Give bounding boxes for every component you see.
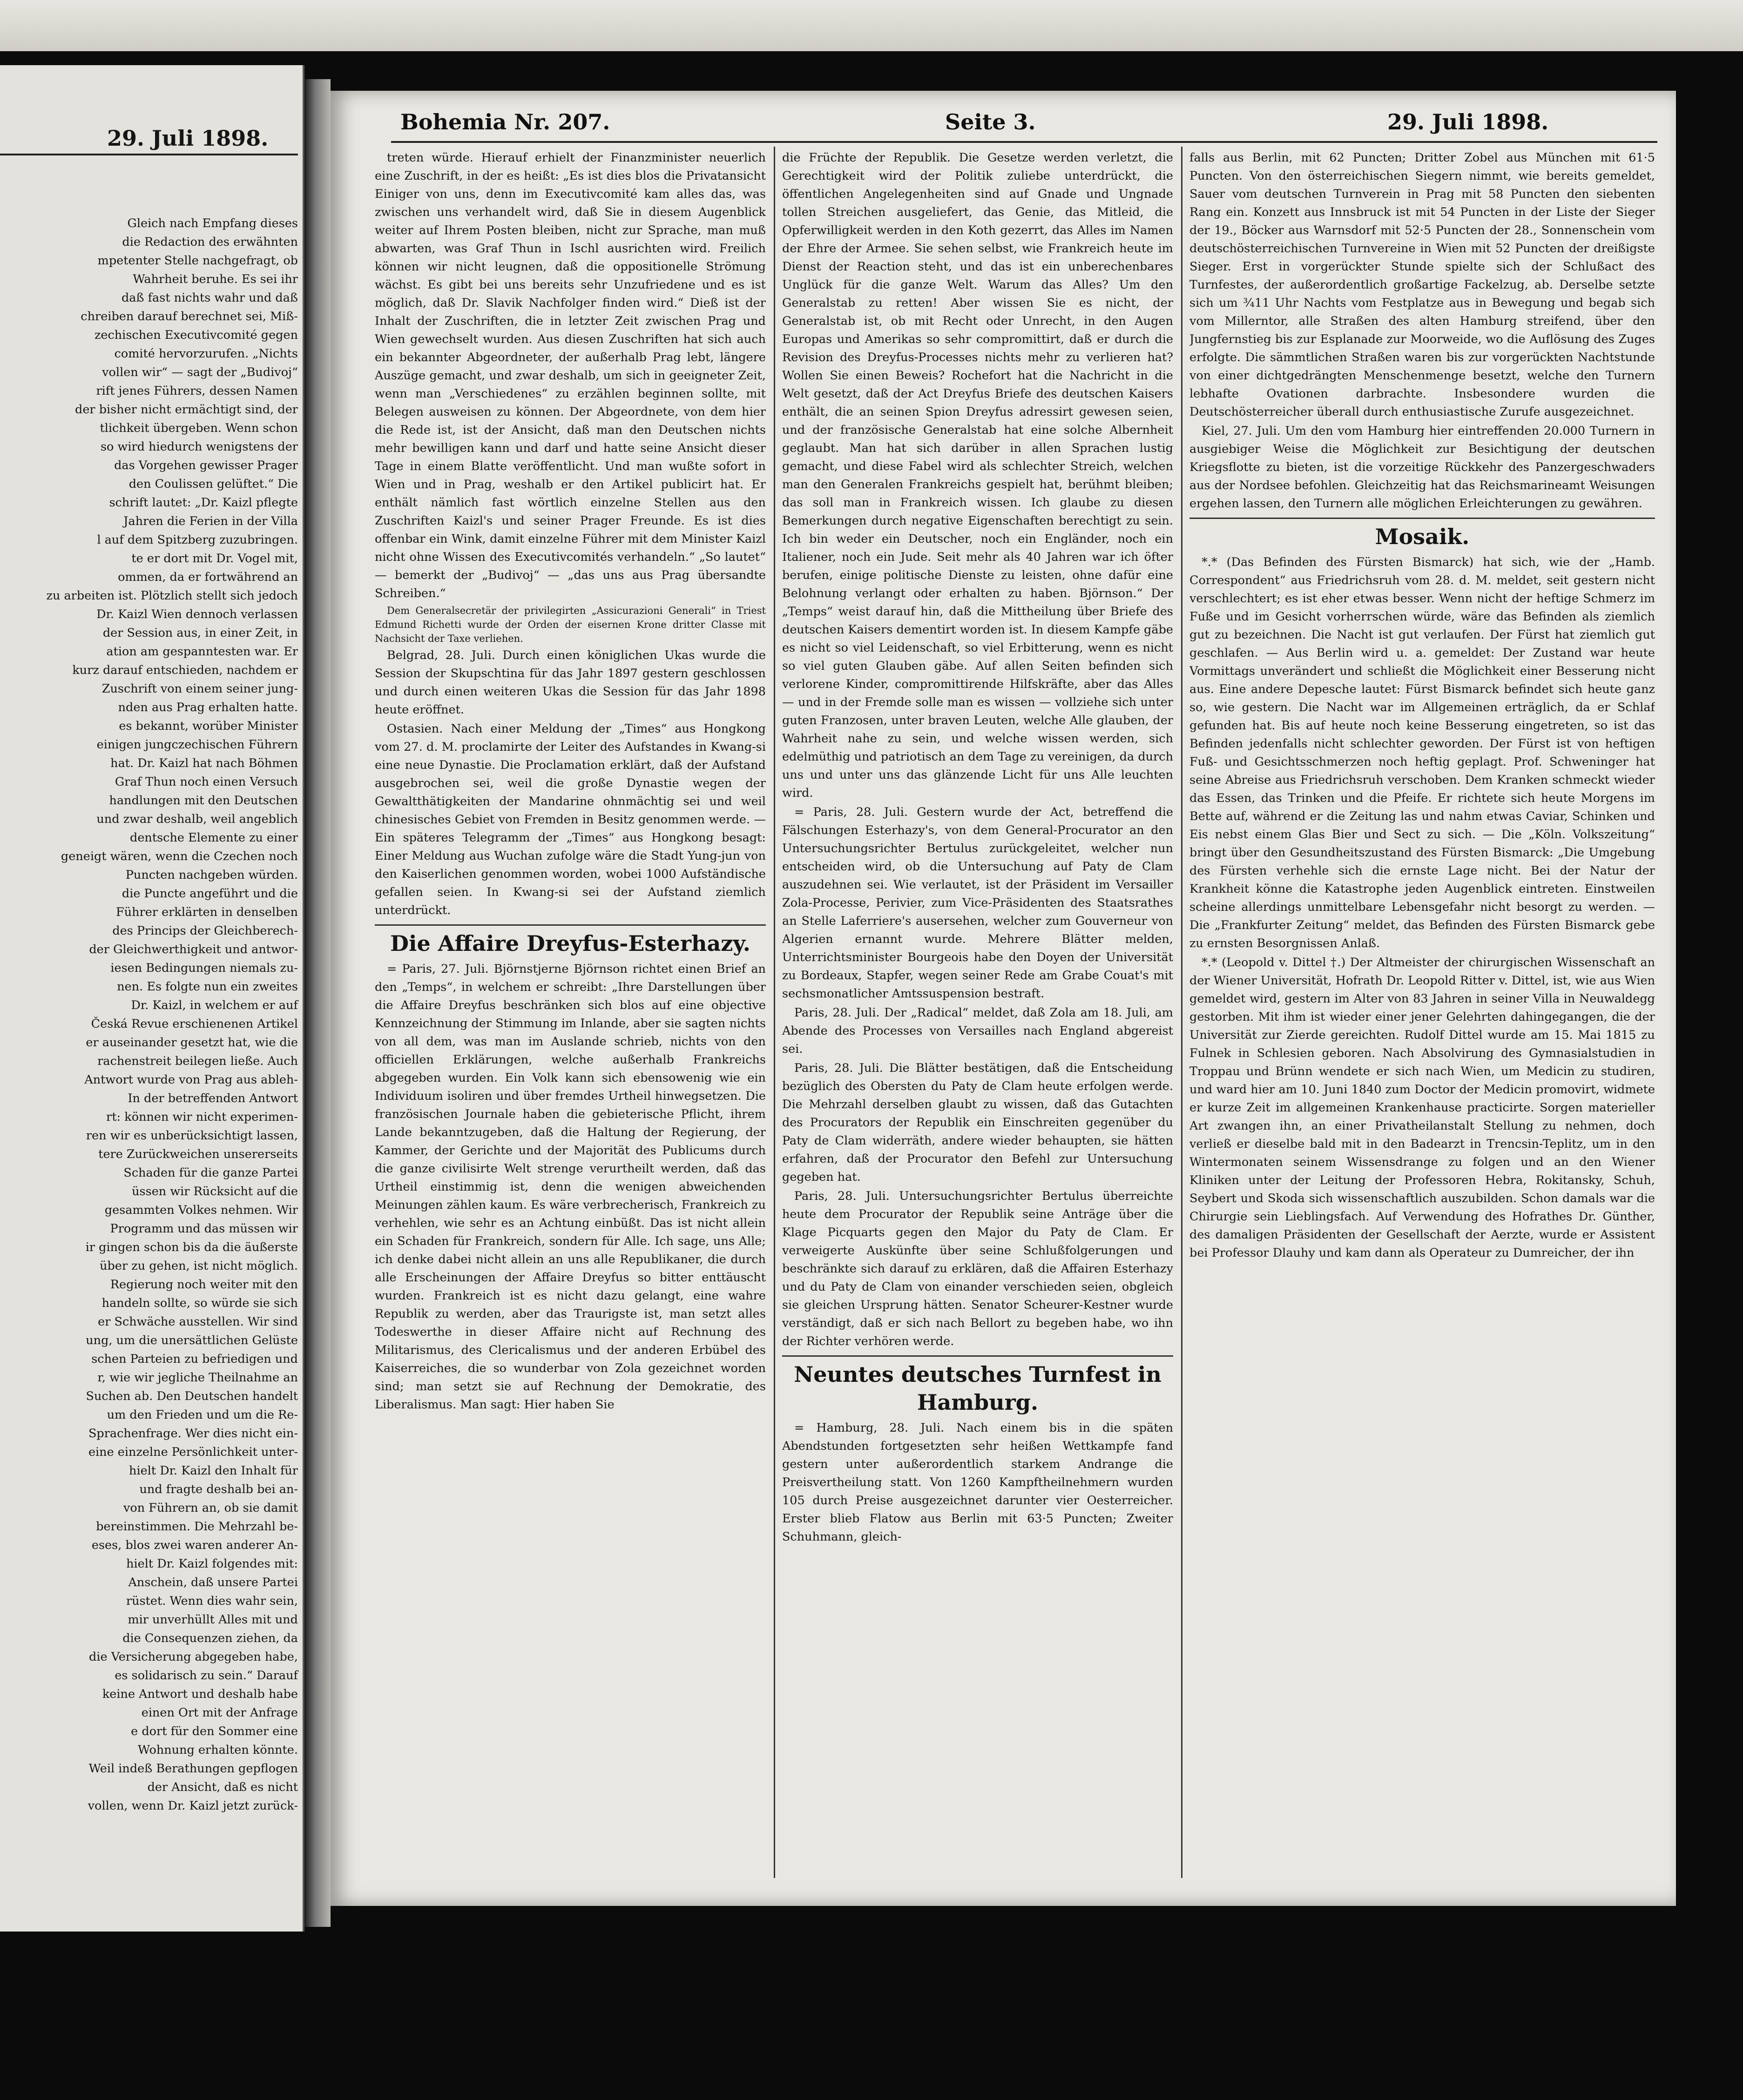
left-page-line: des Princips der Gleichberech- [112, 924, 298, 938]
masthead-title: Bohemia Nr. 207. [400, 109, 610, 135]
left-page-line: mir unverhüllt Alles mit und [128, 1613, 298, 1627]
article-paragraph: Kiel, 27. Juli. Um den vom Hamburg hier eintreffenden 20.000 Turnern in ausgiebiger Weise die Möglichkeit zur Besichtigung der deutschen Kriegsflotte zu bieten, ist die vorzeitige Rückkehr des Panzergeschwaders aus der Nordsee befohlen. Gleichzeitig hat das Reichsmarineamt Weisungen ergehen lassen, den Turnern alle möglichen Erleichterungen zu gewähren. [1189, 424, 1655, 511]
left-page-line: keine Antwort und deshalb habe [102, 1687, 298, 1701]
left-page-line: und fragte deshalb bei an- [139, 1482, 298, 1496]
left-page-line: chreiben darauf berechnet sei, Miß- [81, 310, 298, 323]
column-2 [782, 149, 1173, 1890]
left-page-line: zechischen Executivcomité gegen [94, 328, 298, 342]
article-paragraph: = Hamburg, 28. Juli. Nach einem bis in die späten Abendstunden fortgesetzten sehr heißen Wettkampfe fand gestern unter außerordentlich starkem Andrange die Preisvertheilung statt. Von 1260 Kampftheilnehmern wurden 105 durch Preise ausgezeichnet darunter vier Oesterreicher. Erster blieb Flatow aus Berlin mit 63·5 Puncten; Zweiter Schuhmann, gleich- [782, 1421, 1173, 1544]
article-paragraph: Belgrad, 28. Juli. Durch einen königlichen Ukas wurde die Session der Skupschtina für das Jahr 1897 gestern geschlossen und durch einen weiteren Ukas die Session für das Jahr 1898 heute eröffnet. [375, 648, 766, 717]
article-paragraph: Ostasien. Nach einer Meldung der „Times“ aus Hongkong vom 27. d. M. proclamirte der Leiter des Aufstandes in Kwang-si eine neue Dynastie. Die Proclamation erklärt, daß der Aufstand ausgebrochen sei, weil die große Dynastie wegen der Gewaltthätigkeiten der Mandarine ohnmächtig sei und weil chinesisches Gebiet von Fremden in Besitz genommen werde. — Ein späteres Telegramm der „Times“ aus Hongkong besagt: Einer Meldung aus Wuchan zufolge wäre die Stadt Yung-jun von den Kaiserlichen genommen worden, wobei 1000 Aufständische gefallen seien. In Kwang-si sei der Aufstand ziemlich unterdrückt. [375, 722, 766, 917]
left-page-line: kurz darauf entschieden, nachdem er [72, 663, 298, 677]
scan-top-edge [0, 0, 1743, 51]
section-rule [782, 1355, 1173, 1357]
article-paragraph: treten würde. Hierauf erhielt der Finanzminister neuerlich eine Zuschrift, in der es heißt: „Es ist dies blos die Privatansicht Einiger von uns, denn im Executivcomité kam alles das, was zwischen uns verhandelt wird, daß Sie in diesem Augenblick weiter auf Ihrem Posten bleiben, nicht zur Sprache, man muß abwarten, was Graf Thun in Ischl ausrichten wird. Freilich können wir nicht leugnen, daß die oppositionelle Strömung wächst. Es gibt bei uns bereits sehr Unzufriedene und es ist möglich, daß Dr. Slavik Nachfolger finden wird.“ Dieß ist der Inhalt der Zuschriften, die in letzter Zeit zwischen Prag und Wien gewechselt wurden. Aus diesen Zuschriften hat sich auch ein bekannter Abgeordneter, der außerhalb Prag lebt, längere Auszüge gemacht, und zwar deshalb, um sich in geeigneter Zeit, wenn man „Verschiedenes“ zu erzählen beginnen sollte, mit Belegen ausweisen zu können. Der Abgeordnete, von dem hier die Rede ist, ist der Ansicht, daß man den Deutschen nichts mehr bewilligen kann und darf und hatte seine Ansicht dieser Tage in einem Blatte veröffentlicht. Und man wußte sofort in Wien und in Prag, weshalb er den Artikel publicirt hat. Er enthält nämlich fast wörtlich einzelne Stellen aus den Zuschriften Kaizl's und seiner Prager Freunde. Es ist dies offenbar ein Wink, damit einzelne Führer mit dem Minister Kaizl nicht ohne Wissen des Executivcomités verhandeln.“ „So lautet“ — bemerkt der „Budivoj“ — „das uns aus Prag übersandte Schreiben.“ [375, 151, 766, 600]
left-page-line: handeln sollte, so würde sie sich [101, 1296, 298, 1310]
left-page-line: der Ansicht, daß es nicht [147, 1780, 298, 1794]
left-page-line: r, wie wir jegliche Theilnahme an [97, 1371, 298, 1385]
left-page-line: es bekannt, worüber Minister [119, 719, 298, 733]
left-page-line: es solidarisch zu sein.“ Darauf [115, 1669, 298, 1683]
left-page-line: e dort für den Sommer eine [131, 1724, 298, 1738]
left-page-line: Jahren die Ferien in der Villa [123, 514, 298, 528]
article-paragraph: Paris, 28. Juli. Untersuchungsrichter Bertulus überreichte heute dem Procurator der Republik seine Anträge über die Klage Picquarts gegen den Major du Paty de Clam. Er verweigerte Auskünfte über seine Schlußfolgerungen und beschränkte sich darauf zu erklären, daß die Affairen Esterhazy und du Paty de Clam von einander verschieden seien, obgleich sie gleichen Ursprung hätten. Senator Scheurer-Kestner wurde verständigt, daß er sich nach Bellort zu begeben habe, wo ihn der Richter verhören werde. [782, 1189, 1173, 1348]
left-page-line: Antwort wurde von Prag aus ableh- [84, 1073, 298, 1087]
left-page-line: hielt Dr. Kaizl den Inhalt für [129, 1464, 298, 1478]
left-page-line: Dr. Kaizl Wien dennoch verlassen [96, 607, 298, 621]
left-page-date: 29. Juli 1898. [107, 126, 269, 151]
scan-bottom-edge [0, 1932, 1743, 2100]
left-page-line: rachenstreit beilegen ließe. Auch [97, 1054, 298, 1068]
left-page-line: daß fast nichts wahr und daß [121, 291, 298, 305]
left-page-line: die Redaction des erwähnten [122, 235, 298, 249]
left-page-line: rüstet. Wenn dies wahr sein, [126, 1594, 298, 1608]
left-page-line: ir gingen schon bis da die äußerste [85, 1240, 298, 1254]
left-page-line: comité hervorzurufen. „Nichts [114, 347, 298, 361]
left-page-line: und zwar deshalb, weil angeblich [96, 812, 298, 826]
left-page-line: schrift lautet: „Dr. Kaizl pflegte [109, 496, 298, 510]
left-page-line: Zuschrift von einem seiner jung- [101, 682, 298, 696]
left-page-line: hat. Dr. Kaizl hat nach Böhmen [110, 756, 298, 770]
column-3 [1189, 149, 1655, 1890]
column-divider-1 [774, 147, 775, 1878]
article-paragraph: die Früchte der Republik. Die Gesetze werden verletzt, die Gerechtigkeit wird der Politik zuliebe unterdrückt, die öffentlichen Angelegenheiten sind auf Gnade und Ungnade tollen Streichen ausgeliefert, das Genie, das Mitleid, die Opferwilligkeit werden in den Koth gezerrt, das Alles im Namen der Ehre der Armee. Sie sehen selbst, wie Frankreich heute im Dienst der Reaction steht, und das ist ein unberechenbares Unglück für die ganze Welt. Warum das Alles? Um den Generalstab zu retten! Aber wissen Sie es nicht, der Generalstab ist, ob mit Recht oder Unrecht, in den Augen Europas und Amerikas so sehr compromittirt, daß er durch die Revision des Dreyfus-Processes nichts mehr zu verlieren hat? Wollen Sie einen Beweis? Rochefort hat die Nachricht in die Welt gesetzt, daß der Act Dreyfus Briefe des deutschen Kaisers enthält, die an seinen Spion Dreyfus adressirt gewesen seien, und der französische Generalstab hat eine solche Albernheit geglaubt. Man hat sich darüber in allen Sprachen lustig gemacht, und diese Fabel wird als schlechter Streich, welchen man den Generalen Frankreichs gespielt hat, berühmt bleiben; das soll man in Frankreich wissen. Ich glaube zu diesen Bemerkungen durch negative Eigenschaften berechtigt zu sein. Ich bin weder ein Deutscher, noch ein Engländer, noch ein Italiener, noch ein Jude. Seit mehr als 40 Jahren war ich öfter berufen, einige politische Dienste zu leisten, ohne dafür eine Belohnung verlangt oder erhalten zu haben. Björnson.“ Der „Temps“ weist darauf hin, daß die Mittheilung über Briefe des deutschen Kaisers dementirt worden ist. In diesem Kampfe gäbe es nicht so viel Leidenschaft, so viel Erbitterung, wenn es nicht so viel guten Glauben gäbe. Auf allen Seiten befinden sich verlorene Kinder, compromittirende Hilfskräfte, aber das Alles — und in der Fremde solle man es wissen — vollziehe sich unter guten Franzosen, unter braven Leuten, welche Alle glauben, der Wahrheit nahe zu sein, und welche wissen werden, sich edelmüthig und patriotisch an dem Tage zu vereinigen, da durch uns und unter uns das glänzende Licht für uns Alle leuchten wird. [782, 151, 1173, 800]
left-page-line: das Vorgehen gewisser Prager [114, 458, 298, 472]
left-page-line: so wird hiedurch wenigstens der [100, 440, 298, 454]
left-page-line: Programm und das müssen wir [110, 1222, 298, 1236]
article-paragraph: = Paris, 27. Juli. Björnstjerne Björnson richtet einen Brief an den „Temps“, in welchem er schreibt: „Ihre Darstellungen über die Affaire Dreyfus beschränken sich blos auf eine objective Kennzeichnung der Stimmung im Inlande, aber sie sagten nichts von all dem, was man im Auslande schrieb, nichts von den officiellen Erklärungen, welche außerhalb Frankreichs abgegeben wurden. Ein Volk kann sich ebensowenig wie ein Individuum isoliren und über fremdes Urtheil hinwegsetzen. Die französischen Journale haben die gebieterische Pflicht, ihrem Lande bekanntzugeben, daß die Haltung der Regierung, der Kammer, der Gerichte und der Majorität des Publicums durch die ganze civilisirte Welt strenge verurtheilt werden, daß das Urtheil einstimmig ist, denn die wenigen abweichenden Meinungen zählen kaum. Es wäre verbrecherisch, Frankreich zu verhehlen, wie sehr es an Achtung einbüßt. Das ist nicht allein ein Schaden für Frankreich, sondern für Alle. Ich sage, uns Alle; ich denke dabei nicht allein an uns alle Republikaner, die durch alle Erscheinungen der Affaire Dreyfus so bitter enttäuscht wurden. Frankreich ist es nicht dazu gelangt, eine wahre Republik zu werden, aber das Traurigste ist, man setzt alles Todeswerthe in dieser Affaire nicht auf Rechnung des Militarismus, des Clericalismus und der anderen Erbübel des Kaiserreiches, die so wunderbar von Zola gezeichnet worden sind; man setzt sie auf Rechnung der Demokratie, des Liberalismus. Man sagt: Hier haben Sie [375, 962, 766, 1412]
left-page-line: Regierung noch weiter mit den [110, 1278, 298, 1292]
left-page-line: l auf dem Spitzberg zuzubringen. [97, 533, 298, 547]
article-paragraph: Paris, 28. Juli. Der „Radical“ meldet, daß Zola am 18. Juli, am Abende des Processes von Versailles nach England abgereist sei. [782, 1006, 1173, 1056]
book-gutter [305, 79, 331, 1927]
left-page-line: dentsche Elemente zu einer [130, 831, 298, 845]
left-page-line: die Puncte angeführt und die [122, 887, 298, 901]
left-page-text [5, 214, 298, 1815]
article-paragraph: Dem Generalsecretär der privilegirten „Assicurazioni Generali“ in Triest Edmund Richetti wurde der Orden der eisernen Krone dritter Classe mit Nachsicht der Taxe verliehen. [375, 605, 766, 644]
left-page-line: Führer erklärten in denselben [116, 905, 298, 919]
section-heading: Mosaik. [1375, 524, 1470, 549]
left-page-line: eine einzelne Persönlichkeit unter- [88, 1445, 298, 1459]
header-rule [391, 141, 1657, 143]
left-page-line: hielt Dr. Kaizl folgendes mit: [126, 1557, 298, 1571]
left-page-line: der Session aus, in einer Zeit, in [102, 626, 298, 640]
left-page-line: tlichkeit übergeben. Wenn schon [100, 421, 298, 435]
article-paragraph: falls aus Berlin, mit 62 Puncten; Dritter Zobel aus München mit 61·5 Puncten. Von den österreichischen Siegern nimmt, wie bereits gemeldet, Sauer vom deutschen Turnverein in Prag mit 58 Puncten den siebenten Rang ein. Konzett aus Innsbruck ist mit 54 Puncten in der Liste der Sieger der 19., Böcker aus Warnsdorf mit 52·5 Puncten der 28., Sonnenschein vom deutschösterreichischen Turnvereine in Wien mit 52 Puncten der dreißigste Sieger. Erst in vorgerückter Stunde spielte sich der Schlußact des Turnfestes, der außerordentlich großartige Fackelzug, ab. Derselbe setzte sich um ¾11 Uhr Nachts vom Festplatze aus in Bewegung und begab sich vom Millerntor, alle Straßen des alten Hamburg streifend, über den Jungfernstieg bis zur Esplanade zur Moorweide, wo die Auflösung des Zuges erfolgte. Die sämmtlichen Straßen waren bis zur vorgerückten Nachtstunde von einer dichtgedrängten Menschenmenge besetzt, welche den Turnern lebhafte Ovationen darbrachte. Insbesondere wurden die Deutschösterreicher überall durch enthusiastische Zurufe ausgezeichnet. [1189, 151, 1655, 419]
column-1 [375, 149, 766, 1890]
section-rule [1189, 518, 1655, 519]
left-page-line: der bisher nicht ermächtigt sind, der [75, 403, 298, 417]
section-rule [375, 924, 766, 926]
issue-date: 29. Juli 1898. [1387, 109, 1549, 135]
left-page-line: Sprachenfrage. Wer dies nicht ein- [88, 1427, 298, 1440]
left-page-line: üssen wir Rücksicht auf die [132, 1185, 298, 1198]
left-page-line: tere Zurückweichen unsererseits [98, 1147, 298, 1161]
left-page-line: rt: können wir nicht experimen- [106, 1110, 298, 1124]
left-page-line: ation am gespanntesten war. Er [106, 645, 298, 659]
article-paragraph: *.* (Das Befinden des Fürsten Bismarck) hat sich, wie der „Hamb. Correspondent“ aus Friedrichsruh vom 28. d. M. meldet, seit gestern nicht verschlechtert; es ist eher etwas besser. Wenn nicht der heftige Schmerz im Fuße und im Gesicht vorherrschen würde, wäre das Befinden als ziemlich gut zu bezeichnen. Die Nacht ist gut verlaufen. Der Fürst hat ziemlich gut geschlafen. — Aus Berlin wird u. a. gemeldet: Der Zustand war heute Vormittags unverändert und schließt die Möglichkeit einer Besserung nicht aus. Eine andere Depesche lautet: Fürst Bismarck befindet sich heute ganz so, wie gestern. Die Nacht war im Allgemeinen erträglich, da er Schlaf gefunden hat. Bis auf heute noch keine Besserung eingetreten, so ist das Befinden jedenfalls nicht schlechter geworden. Der Fürst ist von heftigen Fuß- und Gesichtsschmerzen noch heftig geplagt. Prof. Schweninger hat seine Abreise aus Friedrichsruh verschoben. Dem Kranken schmeckt wieder das Essen, das Trinken und die Pfeife. Er richtete sich heute Morgens im Bette auf, während er die Zeitung las und nahm etwas Caviar, Schinken und Eis nebst einem Glas Bier und Sect zu sich. — Die „Köln. Volkszeitung“ bringt über den Gesundheitszustand des Fürsten Bismarck: „Die Umgebung des Fürsten verhehle sich die ernste Lage nicht. Bei der Natur der Krankheit könne die Katastrophe jeden Augenblick eintreten. Einstweilen scheine allerdings unmittelbare Lebensgefahr nicht besorgt zu werden. — Die „Frankfurter Zeitung“ meldet, das Befinden des Fürsten Bismarck gebe zu ernsten Besorgnissen Anlaß. [1189, 555, 1655, 950]
article-paragraph: Paris, 28. Juli. Die Blätter bestätigen, daß die Entscheidung bezüglich des Obersten du Paty de Clam heute erfolgen werde. Die Mehrzahl derselben glaubt zu wissen, daß das Gutachten des Procurators der Republik ein Einschreiten gegenüber du Paty de Clam widerräth, andere wieder behaupten, sie hätten erfahren, daß der Procurator den Befehl zur Untersuchung gegeben hat. [782, 1061, 1173, 1184]
left-page-line: Weil indeß Berathungen gepflogen [88, 1762, 298, 1776]
left-page-line: vollen wir“ — sagt der „Budivoj“ [102, 365, 298, 379]
left-page-line: den Coulissen gelüftet.“ Die [128, 477, 298, 491]
left-page-line: schen Parteien zu befriedigen und [91, 1352, 298, 1366]
column-divider-2 [1181, 147, 1182, 1878]
page-number: Seite 3. [945, 109, 1036, 135]
left-page-line: Wohnung erhalten könnte. [138, 1743, 298, 1757]
left-page-line: nen. Es folgte nun ein zweites [117, 980, 298, 994]
section-heading: Die Affaire Dreyfus-Esterhazy. [390, 931, 750, 956]
left-page-line: ren wir es unberücksichtigt lassen, [86, 1129, 298, 1143]
left-page-line: Suchen ab. Den Deutschen handelt [86, 1389, 298, 1403]
left-page-line: ommen, da er fortwährend an [118, 570, 298, 584]
left-page-line: handlungen mit den Deutschen [109, 794, 298, 808]
left-page-line: geneigt wären, wenn die Czechen noch [61, 849, 298, 863]
left-page-line: Česká Revue erschienenen Artikel [91, 1017, 298, 1031]
left-page-line: gesammten Volkes nehmen. Wir [104, 1203, 298, 1217]
left-page-line: iesen Bedingungen niemals zu- [110, 961, 298, 975]
left-page-line: bereinstimmen. Die Mehrzahl be- [96, 1520, 298, 1534]
left-page-line: er Schwäche ausstellen. Wir sind [98, 1315, 298, 1329]
left-page-line: von Führern an, ob sie damit [123, 1501, 298, 1515]
left-page-line: nden aus Prag erhalten hatte. [118, 700, 298, 714]
left-page-fragment [0, 65, 304, 1932]
left-page-line: einen Ort mit der Anfrage [141, 1706, 298, 1720]
left-page-line: ung, um die unersättlichen Gelüste [86, 1333, 298, 1347]
left-page-line: Anschein, daß unsere Partei [128, 1575, 298, 1589]
left-page-line: der Gleichwerthigkeit und antwor- [89, 942, 298, 956]
left-page-line: er auseinander gesetzt hat, wie die [86, 1036, 298, 1050]
newspaper-page [331, 91, 1676, 1906]
left-page-line: Wahrheit beruhe. Es sei ihr [133, 272, 298, 286]
left-page-line: Schaden für die ganze Partei [123, 1166, 298, 1180]
left-page-line: rift jenes Führers, dessen Namen [96, 384, 298, 398]
left-page-line: In der betreffenden Antwort [128, 1091, 298, 1105]
left-page-line: Gleich nach Empfang dieses [127, 216, 298, 230]
left-page-line: Graf Thun noch einen Versuch [115, 775, 298, 789]
left-page-line: zu arbeiten ist. Plötzlich stellt sich jedoch [46, 589, 298, 603]
left-page-line: die Versicherung abgegeben habe, [89, 1650, 298, 1664]
left-page-line: die Consequenzen ziehen, da [122, 1631, 298, 1645]
section-heading: Neuntes deutsches Turnfest in Hamburg. [794, 1362, 1162, 1415]
left-page-header-rule [0, 154, 298, 155]
left-page-line: te er dort mit Dr. Vogel mit, [131, 552, 298, 565]
left-page-line: über zu gehen, ist nicht möglich. [100, 1259, 298, 1273]
left-page-line: mpetenter Stelle nachgefragt, ob [97, 254, 298, 268]
left-page-line: Puncten nachgeben würden. [125, 868, 298, 882]
article-paragraph: = Paris, 28. Juli. Gestern wurde der Act, betreffend die Fälschungen Esterhazy's, von dem General-Procurator an den Untersuchungsrichter Bertulus zurückgeleitet, welcher nun entscheiden wird, ob die Untersuchung auf Paty de Clam auszudehnen sei. Wie verlautet, ist der Präsident im Versailler Zola-Processe, Perivier, zum Vice-Präsidenten des Staatsrathes an Stelle Laferriere's ausersehen, welcher zum Gouverneur von Algerien ernannt wurde. Mehrere Blätter melden, Unterrichtsminister Bourgeois habe den Doyen der Universität zu Bordeaux, Stapfer, wegen seiner Rede am Grabe Couat's mit sechsmonatlicher Amtssuspension bestraft. [782, 805, 1173, 1001]
left-page-line: Dr. Kaizl, in welchem er auf [131, 998, 298, 1012]
left-page-line: eses, blos zwei waren anderer An- [91, 1538, 298, 1552]
left-page-line: vollen, wenn Dr. Kaizl jetzt zurück- [88, 1799, 298, 1813]
left-page-line: einigen jungczechischen Führern [96, 738, 298, 752]
article-paragraph: *.* (Leopold v. Dittel †.) Der Altmeister der chirurgischen Wissenschaft an der Wiener Universität, Hofrath Dr. Leopold Ritter v. Dittel, ist, wie aus Wien gemeldet wird, gestern im Alter von 83 Jahren in seiner Villa in Neuwaldegg gestorben. Mit ihm ist wieder einer jener Gelehrten dahingegangen, die der Universität zur Zierde gereichten. Rudolf Dittel wurde am 15. Mai 1815 zu Fulnek in Schlesien geboren. Nach Absolvirung des Gymnasialstudien in Troppau und Brünn wendete er sich nach Wien, um Medicin zu studiren, und ward hier am 10. Juni 1840 zum Doctor der Medicin promovirt, widmete er kurze Zeit im allgemeinen Krankenhause practicirte. Sorgen materieller Art zwangen ihn, an einer Privatheilanstalt Stellung zu nehmen, doch verließ er dieselbe bald mit in den Badearzt in Trencsin-Teplitz, um in den Wintermonaten seinem Wissensdrange zu folgen und an den Wiener Kliniken unter der Leitung der Professoren Hebra, Rokitansky, Schuh, Seybert und Skoda sich wissenschaftlich auszubilden. Schon damals war die Chirurgie sein Lieblingsfach. Auf Verwendung des Hofrathes Dr. Günther, des damaligen Präsidenten der Gesellschaft der Aerzte, wurde er Assistent bei Professor Dlauhy und kam dann als Operateur zu Dumreicher, der ihn [1189, 956, 1655, 1260]
left-page-line: um den Frieden und um die Re- [107, 1408, 298, 1422]
